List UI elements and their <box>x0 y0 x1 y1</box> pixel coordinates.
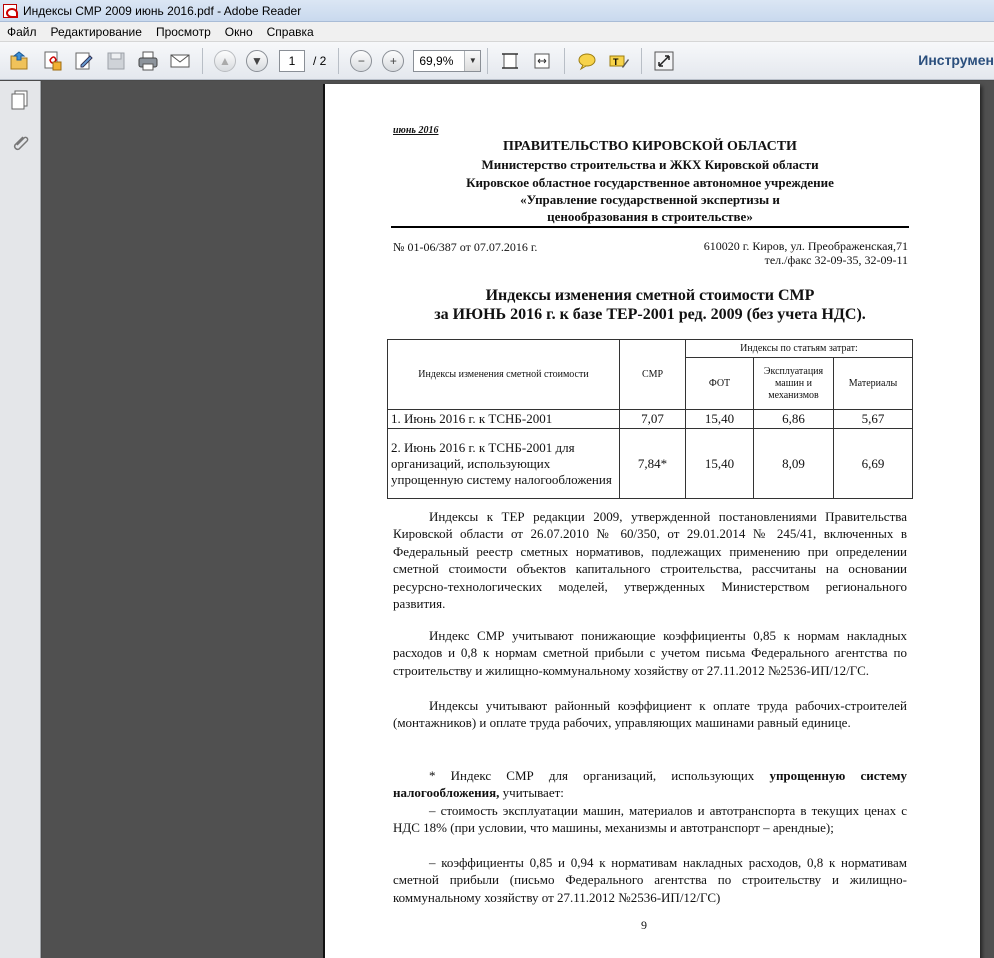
edit-button[interactable] <box>70 47 98 75</box>
table-header-row <box>388 340 913 358</box>
body-paragraph: Индексы к ТЕР редакции 2009, утвержденной постановлениями Правительства Кировской области от 26.07.2010 № 60/350, от 29.01.2014 № 245/41, включенных в Федеральный реестр сметных нормативов, подлежащих применению при определении сметной стоимости объектов капитального строительства, рассчитаны на основании ресурсно-технологических моделей, утвержденных Министерством регионального развития. <box>393 509 907 612</box>
index-table <box>387 339 913 499</box>
chevron-down-icon[interactable]: ▼ <box>464 51 480 71</box>
header-line: Кировское областное государственное автономное учреждение <box>466 175 834 190</box>
speech-bubble-icon <box>576 50 598 72</box>
footnote-lead: * Индекс СМР для организаций, использующих <box>429 768 770 783</box>
acrobat-pdf-icon <box>3 4 17 18</box>
table-cell: 5,67 <box>834 410 913 429</box>
tools-pane-button[interactable]: Инструмен <box>918 52 994 68</box>
save-button[interactable] <box>102 47 130 75</box>
table-cell: 6,69 <box>834 429 913 499</box>
plus-icon: + <box>382 50 404 72</box>
document-viewport[interactable] <box>42 81 994 958</box>
page-thumbnails-icon[interactable] <box>9 89 31 111</box>
menu-view[interactable]: Просмотр <box>155 24 211 39</box>
table-header-cell: СМР <box>620 340 686 410</box>
document-subtitle: за ИЮНЬ 2016 г. к базе ТЕР-2001 ред. 2009 (без учета НДС). <box>434 306 866 323</box>
envelope-icon <box>169 50 191 72</box>
page-number: 9 <box>641 918 647 932</box>
fit-width-button[interactable] <box>528 47 556 75</box>
full-screen-button[interactable] <box>650 47 678 75</box>
open-folder-icon <box>9 50 31 72</box>
table-header-cell: Индексы изменения сметной стоимости <box>388 340 620 410</box>
date-label: июнь 2016 <box>393 125 439 136</box>
menu-help[interactable]: Справка <box>266 24 314 39</box>
footnote-bold: упрощенную систему налогообложения, <box>393 768 908 801</box>
table-row <box>388 429 913 499</box>
header-line: Министерство строительства и ЖКХ Кировской области <box>481 157 819 172</box>
edit-document-icon <box>73 50 95 72</box>
navigation-pane <box>0 81 41 958</box>
phone-line: тел./факс 32-09-35, 32-09-11 <box>764 253 908 267</box>
menu-file[interactable]: Файл <box>7 24 37 39</box>
table-header-cell: Материалы <box>834 358 913 410</box>
footnote-tail: учитывает: <box>499 785 564 801</box>
footnote-paragraph <box>393 767 907 802</box>
arrow-up-icon: ▲ <box>214 50 236 72</box>
next-page-button[interactable] <box>243 47 271 75</box>
attachments-paperclip-icon[interactable] <box>9 133 31 155</box>
create-pdf-button[interactable] <box>38 47 66 75</box>
toolbar-separator <box>202 48 203 74</box>
highlight-button[interactable] <box>605 47 633 75</box>
menu-bar <box>0 22 994 42</box>
toolbar-separator <box>338 48 339 74</box>
zoom-value: 69,9% <box>419 53 454 68</box>
window-title: Индексы СМР 2009 июнь 2016.pdf - Adobe Reader <box>23 3 302 18</box>
header-line: ценообразования в строительстве» <box>547 209 753 224</box>
highlighter-icon <box>608 50 630 72</box>
previous-page-button[interactable] <box>211 47 239 75</box>
email-button[interactable] <box>166 47 194 75</box>
open-button[interactable] <box>6 47 34 75</box>
table-cell: 15,40 <box>686 429 754 499</box>
minus-icon: − <box>350 50 372 72</box>
table-cell: 6,86 <box>754 410 834 429</box>
create-pdf-icon <box>41 50 63 72</box>
zoom-select[interactable] <box>413 50 481 72</box>
table-cell: 7,07 <box>620 410 686 429</box>
document-title: Индексы изменения сметной стоимости СМР <box>485 287 815 304</box>
address-line: 610020 г. Киров, ул. Преображенская,71 <box>703 239 908 253</box>
table-header-cell: Индексы по статьям затрат: <box>686 340 913 358</box>
printer-icon <box>137 50 159 72</box>
table-header-cell: Эксплуатация машин и механизмов <box>754 358 834 410</box>
table-cell: 15,40 <box>686 410 754 429</box>
body-paragraph: Индекс СМР учитывают понижающие коэффициенты 0,85 к нормам накладных расходов и 0,8 к нормам сметной прибыли с учетом письма Федерального агентства по строительству и жилищно-коммунальному хозяйству от 27.11.2012 №2536-ИП/12/ГС. <box>393 628 907 678</box>
page-total: / 2 <box>313 53 327 68</box>
table-header-cell: ФОТ <box>686 358 754 410</box>
expand-icon <box>653 50 675 72</box>
toolbar-separator <box>487 48 488 74</box>
arrow-down-icon: ▼ <box>246 50 268 72</box>
menu-window[interactable]: Окно <box>224 24 253 39</box>
page-number-input[interactable]: 1 <box>279 50 305 72</box>
print-button[interactable] <box>134 47 162 75</box>
zoom-in-button[interactable] <box>379 47 407 75</box>
title-bar <box>0 0 994 22</box>
menu-edit[interactable]: Редактирование <box>50 24 142 39</box>
zoom-out-button[interactable] <box>347 47 375 75</box>
table-cell: 8,09 <box>754 429 834 499</box>
comment-button[interactable] <box>573 47 601 75</box>
body-paragraph: Индексы учитывают районный коэффициент к оплате труда рабочих-строителей (монтажников) и оплате труда рабочих, управляющих машинами равный единице. <box>393 698 907 731</box>
table-cell: 2. Июнь 2016 г. к ТСНБ-2001 для организаций, использующих упрощенную систему налогообложения <box>388 429 620 499</box>
floppy-save-icon <box>105 50 127 72</box>
header-divider <box>391 226 909 228</box>
toolbar-separator <box>564 48 565 74</box>
address-block <box>704 239 908 267</box>
header-line: «Управление государственной экспертизы и <box>520 192 780 207</box>
fit-page-button[interactable] <box>496 47 524 75</box>
list-item: – коэффициенты 0,85 и 0,94 к нормативам накладных расходов, 0,8 к нормативам сметной прибыли (письмо Федерального агентства по строительству и жилищно-коммунальному хозяйству от 27.11.2012 №2536-ИП/12/ГС) <box>393 855 907 905</box>
table-cell: 1. Июнь 2016 г. к ТСНБ-2001 <box>388 410 620 429</box>
list-item: – стоимость эксплуатации машин, материалов и автотранспорта в текущих ценах с НДС 18% (при условии, что машины, механизмы и автотранспорт – арендные); <box>393 803 907 836</box>
fit-width-icon <box>531 50 553 72</box>
table-cell: 7,84* <box>620 429 686 499</box>
table-row <box>388 410 913 429</box>
toolbar-separator <box>641 48 642 74</box>
toolbar <box>0 42 994 80</box>
header-line: ПРАВИТЕЛЬСТВО КИРОВСКОЙ ОБЛАСТИ <box>503 139 797 154</box>
pdf-page <box>325 84 980 958</box>
document-number: № 01-06/387 от 07.07.2016 г. <box>393 240 538 254</box>
svg-text:T: T <box>613 56 619 67</box>
fit-page-icon <box>499 50 521 72</box>
